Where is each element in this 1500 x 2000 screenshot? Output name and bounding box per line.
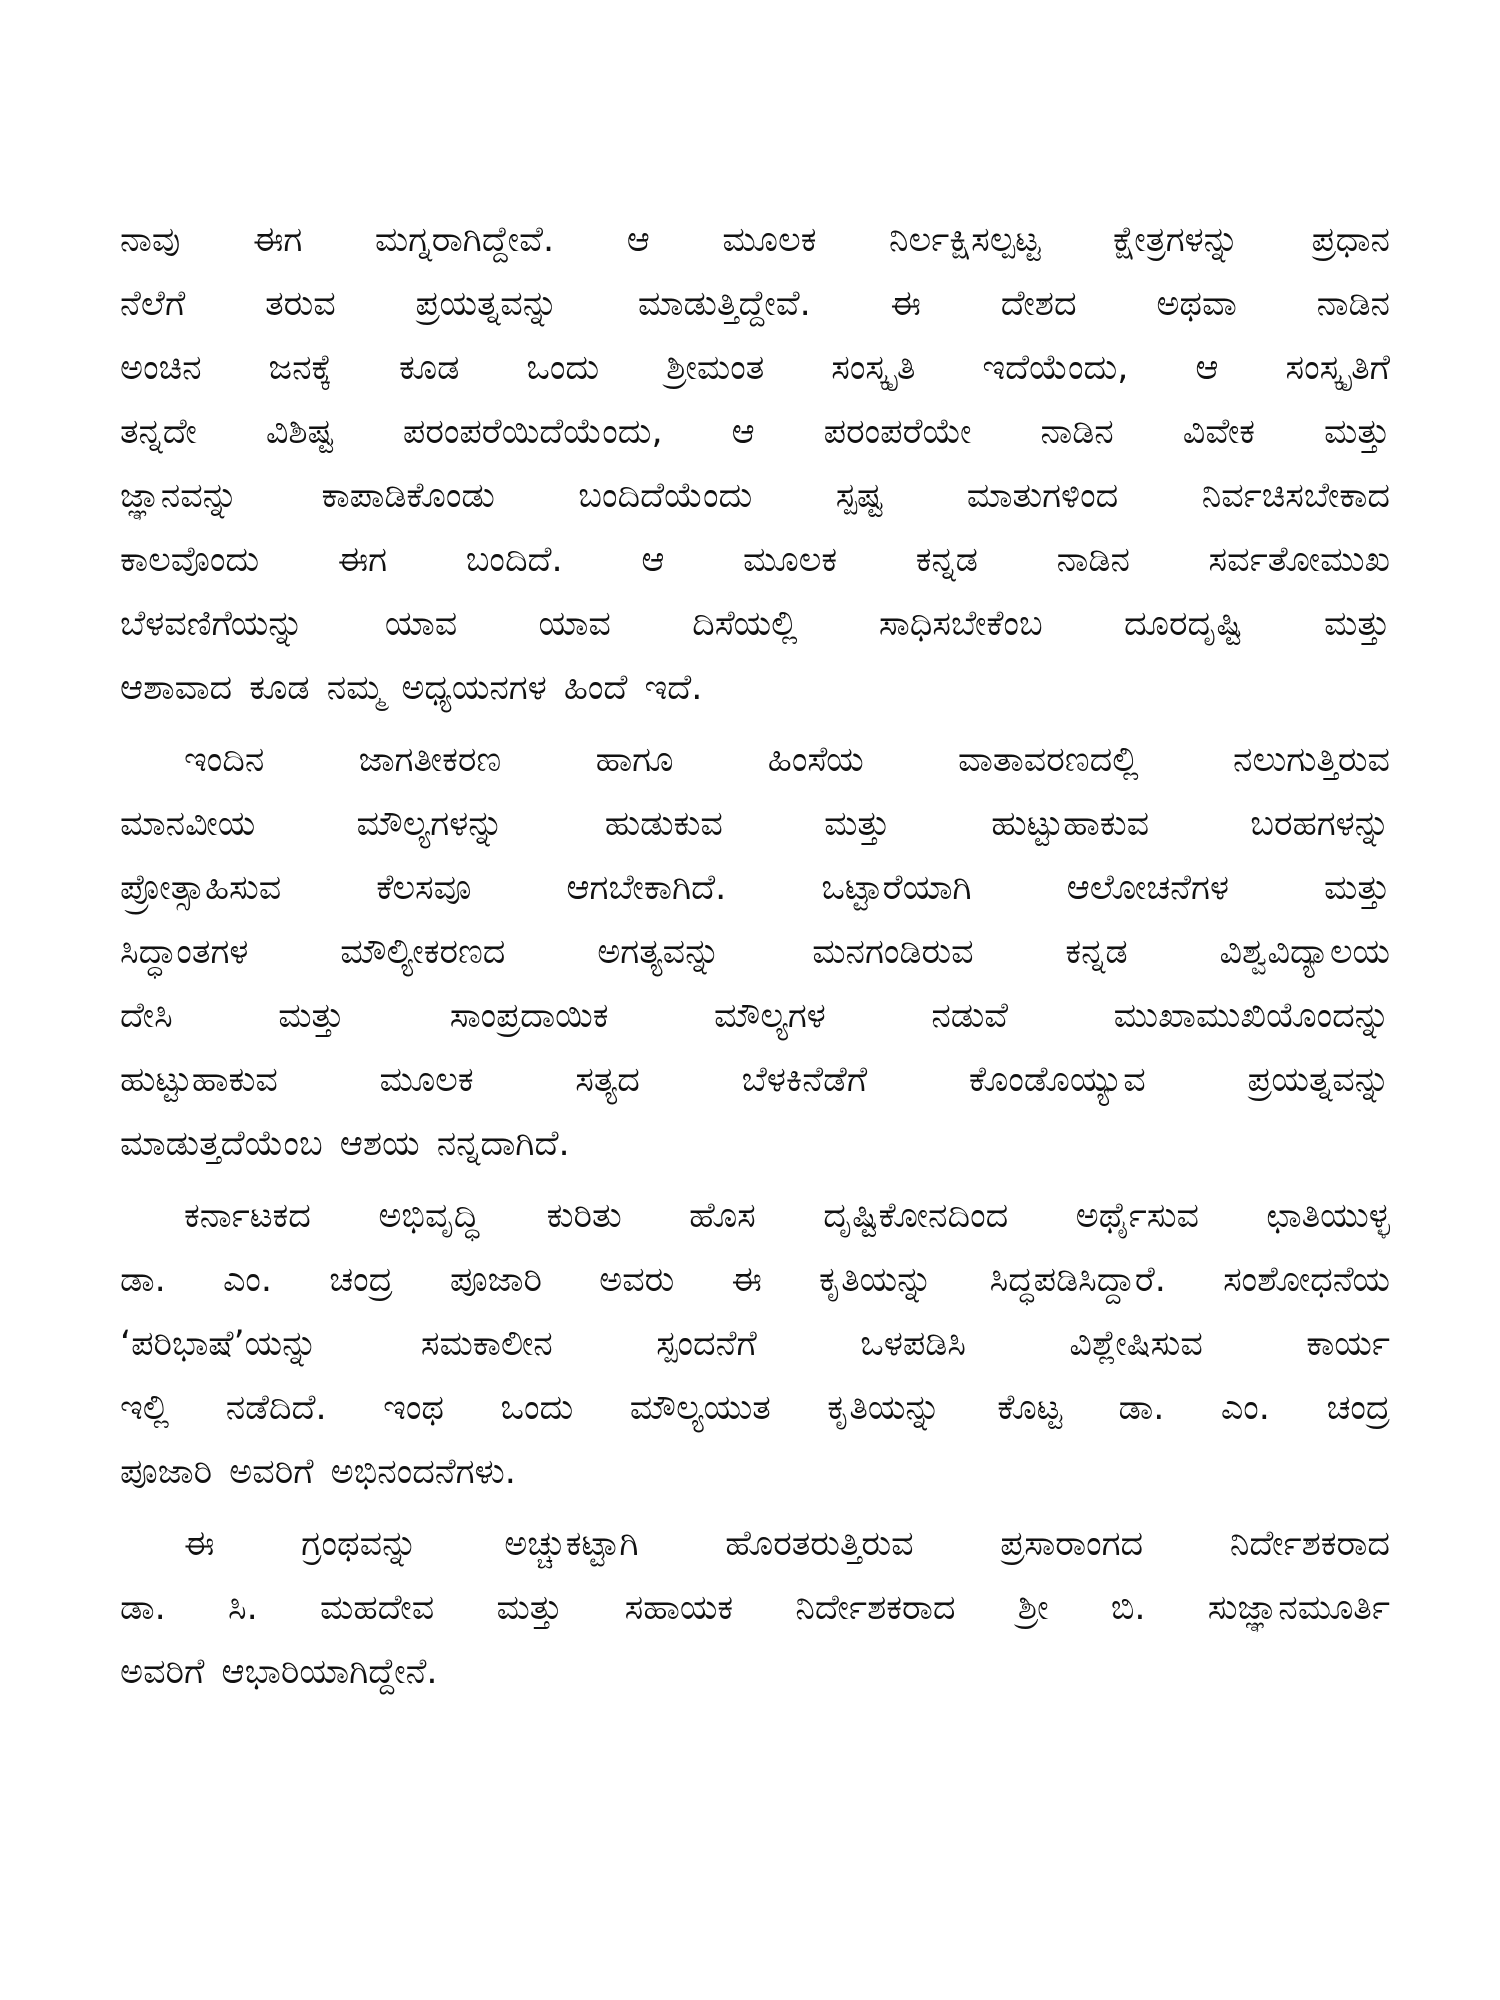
text-line: ಕರ್ನಾಟಕದ ಅಭಿವೃದ್ಧಿ ಕುರಿತು ಹೊಸ ದೃಷ್ಟಿಕೋನದಿಂದ ಅರ್ಥೈಸುವ ಛಾತಿಯುಳ್ಳ: [184, 1196, 1390, 1236]
text-line: ಸಿದ್ಧಾಂತಗಳ ಮೌಲ್ಯೀಕರಣದ ಅಗತ್ಯವನ್ನು ಮನಗಂಡಿರುವ ಕನ್ನಡ ವಿಶ್ವವಿದ್ಯಾಲಯ: [120, 932, 1390, 972]
text-line: ಡಾ. ಸಿ. ಮಹದೇವ ಮತ್ತು ಸಹಾಯಕ ನಿರ್ದೇಶಕರಾದ ಶ್ರೀ ಬಿ. ಸುಜ್ಞಾನಮೂರ್ತಿ: [120, 1588, 1390, 1628]
text-line: ‘ಪರಿಭಾಷೆ’ಯನ್ನು ಸಮಕಾಲೀನ ಸ್ಪಂದನೆಗೆ ಒಳಪಡಿಸಿ ವಿಶ್ಲೇಷಿಸುವ ಕಾರ್ಯ: [120, 1324, 1390, 1364]
text-line: ಅವರಿಗೆ ಆಭಾರಿಯಾಗಿದ್ದೇನೆ.: [120, 1652, 438, 1692]
text-line: ಇಂದಿನ ಜಾಗತೀಕರಣ ಹಾಗೂ ಹಿಂಸೆಯ ವಾತಾವರಣದಲ್ಲಿ ನಲುಗುತ್ತಿರುವ: [184, 740, 1390, 780]
text-line: ಇಲ್ಲಿ ನಡೆದಿದೆ. ಇಂಥ ಒಂದು ಮೌಲ್ಯಯುತ ಕೃತಿಯನ್ನು ಕೊಟ್ಟ ಡಾ. ಎಂ. ಚಂದ್ರ: [120, 1388, 1390, 1428]
text-line: ಡಾ. ಎಂ. ಚಂದ್ರ ಪೂಜಾರಿ ಅವರು ಈ ಕೃತಿಯನ್ನು ಸಿದ್ಧಪಡಿಸಿದ್ದಾರೆ. ಸಂಶೋಧನೆಯ: [120, 1260, 1390, 1300]
paragraph-2: [120, 728, 1390, 1176]
text-line: ನಾವು ಈಗ ಮಗ್ನರಾಗಿದ್ದೇವೆ. ಆ ಮೂಲಕ ನಿರ್ಲಕ್ಷಿಸಲ್ಪಟ್ಟ ಕ್ಷೇತ್ರಗಳನ್ನು ಪ್ರಧಾನ: [120, 220, 1390, 260]
text-line: ದೇಸಿ ಮತ್ತು ಸಾಂಪ್ರದಾಯಿಕ ಮೌಲ್ಯಗಳ ನಡುವೆ ಮುಖಾಮುಖಿಯೊಂದನ್ನು: [120, 996, 1390, 1036]
paragraph-3: [120, 1184, 1390, 1504]
text-line: ಬೆಳವಣಿಗೆಯನ್ನು ಯಾವ ಯಾವ ದಿಸೆಯಲ್ಲಿ ಸಾಧಿಸಬೇಕೆಂಬ ದೂರದೃಷ್ಟಿ ಮತ್ತು: [120, 604, 1390, 644]
text-line: ನೆಲೆಗೆ ತರುವ ಪ್ರಯತ್ನವನ್ನು ಮಾಡುತ್ತಿದ್ದೇವೆ. ಈ ದೇಶದ ಅಥವಾ ನಾಡಿನ: [120, 284, 1390, 324]
text-line: ಮಾಡುತ್ತದೆಯೆಂಬ ಆಶಯ ನನ್ನದಾಗಿದೆ.: [120, 1124, 570, 1164]
text-line: ಅಂಚಿನ ಜನಕ್ಕೆ ಕೂಡ ಒಂದು ಶ್ರೀಮಂತ ಸಂಸ್ಕೃತಿ ಇದೆಯೆಂದು, ಆ ಸಂಸ್ಕೃತಿಗೆ: [120, 348, 1390, 388]
text-line: ಕಾಲವೊಂದು ಈಗ ಬಂದಿದೆ. ಆ ಮೂಲಕ ಕನ್ನಡ ನಾಡಿನ ಸರ್ವತೋಮುಖ: [120, 540, 1390, 580]
text-line: ಹುಟ್ಟುಹಾಕುವ ಮೂಲಕ ಸತ್ಯದ ಬೆಳಕಿನೆಡೆಗೆ ಕೊಂಡೊಯ್ಯುವ ಪ್ರಯತ್ನವನ್ನು: [120, 1060, 1390, 1100]
text-line: ಮಾನವೀಯ ಮೌಲ್ಯಗಳನ್ನು ಹುಡುಕುವ ಮತ್ತು ಹುಟ್ಟುಹಾಕುವ ಬರಹಗಳನ್ನು: [120, 804, 1390, 844]
body-text: [120, 208, 1390, 1704]
paragraph-1: [120, 208, 1390, 720]
text-line: ಈ ಗ್ರಂಥವನ್ನು ಅಚ್ಚುಕಟ್ಟಾಗಿ ಹೊರತರುತ್ತಿರುವ ಪ್ರಸಾರಾಂಗದ ನಿರ್ದೇಶಕರಾದ: [184, 1524, 1390, 1564]
text-line: ಪ್ರೋತ್ಸಾಹಿಸುವ ಕೆಲಸವೂ ಆಗಬೇಕಾಗಿದೆ. ಒಟ್ಟಾರೆಯಾಗಿ ಆಲೋಚನೆಗಳ ಮತ್ತು: [120, 868, 1390, 908]
text-line: ತನ್ನದೇ ವಿಶಿಷ್ಟ ಪರಂಪರೆಯಿದೆಯೆಂದು, ಆ ಪರಂಪರೆಯೇ ನಾಡಿನ ವಿವೇಕ ಮತ್ತು: [120, 412, 1390, 452]
paragraph-4: [120, 1512, 1390, 1704]
text-line: ಪೂಜಾರಿ ಅವರಿಗೆ ಅಭಿನಂದನೆಗಳು.: [120, 1452, 516, 1492]
text-line: ಆಶಾವಾದ ಕೂಡ ನಮ್ಮ ಅಧ್ಯಯನಗಳ ಹಿಂದೆ ಇದೆ.: [120, 668, 703, 708]
text-line: ಜ್ಞಾನವನ್ನು ಕಾಪಾಡಿಕೊಂಡು ಬಂದಿದೆಯೆಂದು ಸ್ಪಷ್ಟ ಮಾತುಗಳಿಂದ ನಿರ್ವಚಿಸಬೇಕಾದ: [120, 476, 1390, 516]
